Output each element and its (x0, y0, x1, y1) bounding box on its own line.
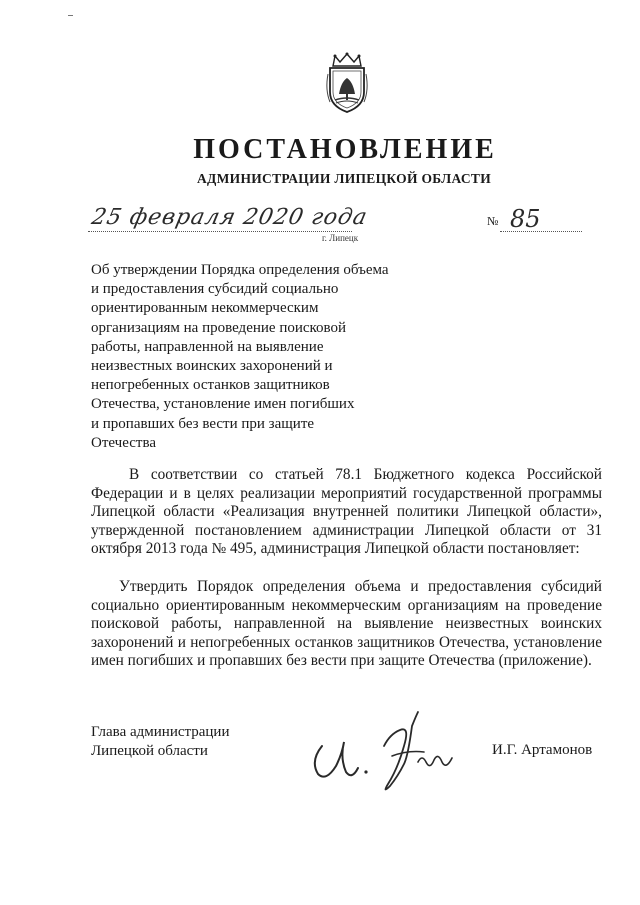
handwritten-number: 85 (510, 205, 541, 233)
handwritten-signature-icon (300, 706, 470, 796)
handwritten-date: 25 февраля 2020 года (89, 205, 370, 230)
document-subtitle: АДМИНИСТРАЦИИ ЛИПЕЦКОЙ ОБЛАСТИ (196, 171, 492, 186)
scan-speck (68, 15, 73, 16)
number-underline (500, 231, 582, 232)
signatory-name: И.Г. Артамонов (492, 742, 593, 758)
document-subject: Об утверждении Порядка определения объема и предоставления субсидий социально ориентированным некоммерческим организациям на проведение поисковой работы, направленной на выявление неизвестных воинских захоронений и непогребенных останков защитников Отечества, установление имен погибших и пропавших без вести при защите Отечества (91, 262, 389, 451)
coat-of-arms-icon (321, 52, 373, 114)
body-paragraph-2-text: Утвердить Порядок определения объема и предоставления субсидий социально ориентированным некоммерческим организациям на проведение поисковой работы, направленной на выявление неизвестных воинских захоронений и непогребенных останков защитников Отечества, установление имен погибших и пропавших без вести при защите Отечества (приложение). (91, 578, 602, 670)
signatory-position: Глава администрации Липецкой области (91, 724, 230, 759)
city-label: г. Липецк (322, 233, 359, 243)
document-title: ПОСТАНОВЛЕНИЕ (193, 134, 497, 165)
number-prefix: № (487, 214, 499, 228)
date-underline (88, 231, 352, 232)
body-paragraph-1 (91, 466, 602, 559)
body-paragraph-2 (91, 578, 602, 671)
body-paragraph-1-text: В соответствии со статьей 78.1 Бюджетного кодекса Российской Федерации и в целях реализации мероприятий государственной программы Липецкой области «Реализация внутренней политики Липецкой области», утвержденной постановлением администрации Липецкой области от 31 октября 2013 года № 495, администрация Липецкой области постановляет: (91, 466, 602, 558)
